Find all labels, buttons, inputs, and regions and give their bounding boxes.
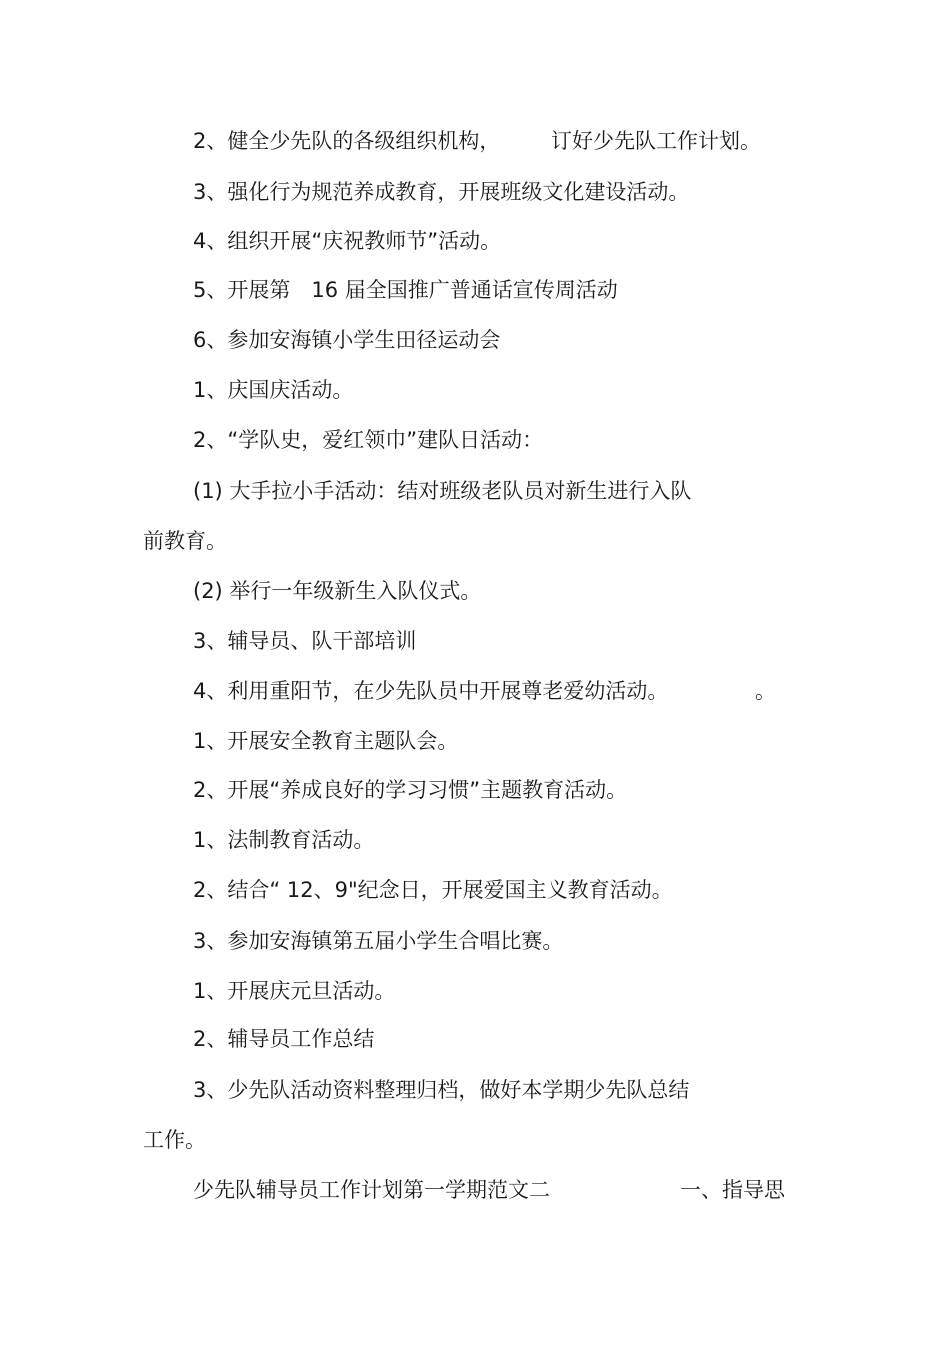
text-segment: 一、指导思 bbox=[680, 1178, 785, 1202]
text-line: 6、参加安海镇小学生田径运动会 bbox=[193, 328, 501, 352]
text-line: 1、开展庆元旦活动。 bbox=[193, 979, 396, 1003]
text-line: 3、强化行为规范养成教育，开展班级文化建设活动。 bbox=[193, 180, 690, 204]
text-line: 2、开展“养成良好的学习习惯”主题教育活动。 bbox=[193, 778, 628, 802]
text-line: 4、组织开展“庆祝教师节”活动。 bbox=[193, 229, 502, 253]
text-line: (1) 大手拉小手活动：结对班级老队员对新生进行入队 bbox=[193, 479, 692, 503]
text-line: 1、开展安全教育主题队会。 bbox=[193, 729, 459, 753]
text-segment: 少先队辅导员工作计划第一学期范文二 bbox=[193, 1178, 550, 1202]
text-line: 前教育。 bbox=[143, 529, 227, 553]
text-line: 3、少先队活动资料整理归档，做好本学期少先队总结 bbox=[193, 1078, 690, 1102]
text-line: 3、辅导员、队干部培训 bbox=[193, 629, 417, 653]
text-line: 1、庆国庆活动。 bbox=[193, 378, 354, 402]
text-line: 工作。 bbox=[143, 1128, 206, 1152]
text-line bbox=[193, 1175, 785, 1205]
text-segment: 2、健全少先队的各级组织机构， bbox=[193, 129, 501, 153]
text-line: 2、“学队史，爱红领巾”建队日活动： bbox=[193, 428, 544, 452]
text-line: 3、参加安海镇第五届小学生合唱比赛。 bbox=[193, 929, 564, 953]
text-line bbox=[193, 126, 761, 156]
text-line: 2、辅导员工作总结 bbox=[193, 1027, 375, 1051]
text-line: 2、结合“ 12、9"纪念日，开展爱国主义教育活动。 bbox=[193, 878, 673, 902]
text-line bbox=[193, 676, 776, 706]
text-segment: 4、利用重阳节，在少先队员中开展尊老爱幼活动。 bbox=[193, 679, 669, 703]
text-line: 1、法制教育活动。 bbox=[193, 828, 375, 852]
text-segment: 。 bbox=[755, 679, 776, 703]
text-line: 5、开展第 16 届全国推广普通话宣传周活动 bbox=[193, 278, 618, 302]
text-segment: 订好少先队工作计划。 bbox=[551, 129, 761, 153]
text-line: (2) 举行一年级新生入队仪式。 bbox=[193, 579, 482, 603]
